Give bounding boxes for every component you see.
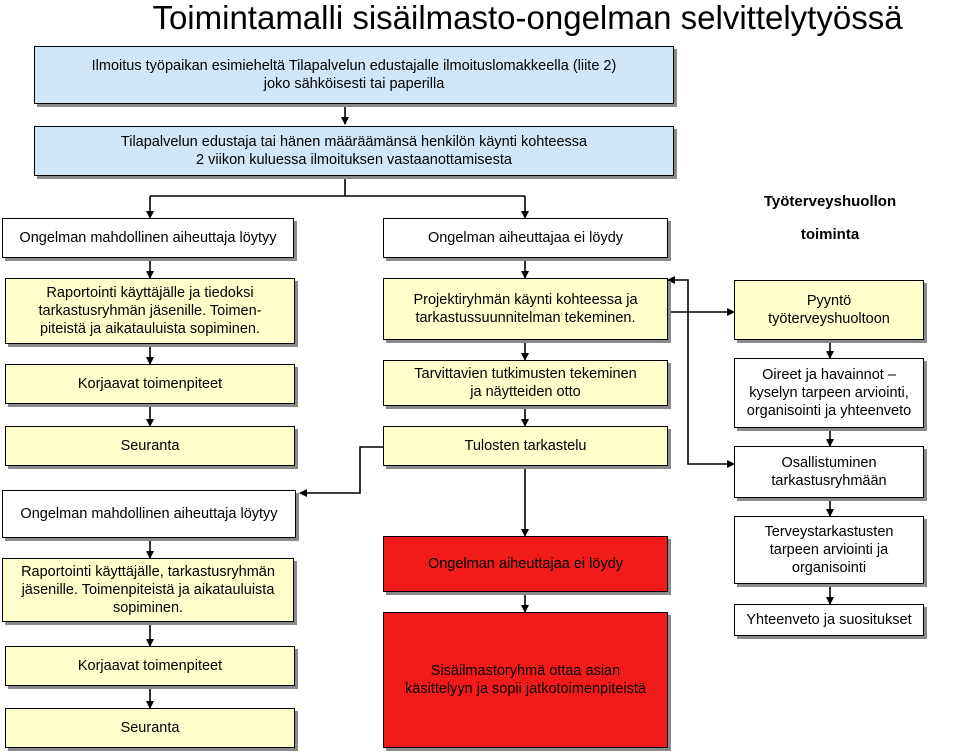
right-request-line-2: työterveyshuoltoon [768,311,890,327]
arrow-project-to-participation [688,312,734,464]
occupational-health-header-line-1: Työterveyshuollon [763,193,897,210]
right-health-line-3: organisointi [791,560,867,576]
right-request-line-1: Pyyntö [806,293,852,309]
left-report-box [5,278,295,344]
right-summary-box: Yhteenveto ja suositukset [734,604,924,636]
right-health-checks-box [734,516,924,584]
right-symptoms-line-1: Oireet ja havainnot – [762,367,896,383]
right-health-line-1: Terveystarkastusten [764,524,894,540]
mid-committee-line-2: käsittelyyn ja sopii jatkotoimenpiteistä [405,681,646,697]
mid-project-box [383,278,668,340]
mid-research-box [383,360,668,406]
mid-cause-not-found-box-2: Ongelman aiheuttajaa ei löydy [383,536,668,592]
left-followup-box-2: Seuranta [5,708,295,748]
mid-project-line-2: tarkastussuunnitelman tekeminen. [415,310,636,326]
branch-from-visit [150,176,525,196]
mid-research-line-2: ja näytteiden otto [470,384,581,400]
right-symptoms-line-2: kyselyn tarpeen arviointi, [749,385,909,401]
notice-box [34,46,674,104]
left-report-2-line-1: Raportointi käyttäjälle, tarkastusryhmän [21,564,275,580]
notice-line-2: joko sähköisesti tai paperilla [263,76,445,92]
occupational-health-header [735,192,925,245]
left-report-line-2: tarkastusryhmän jäsenille. Toimen- [38,303,262,319]
right-health-line-2: tarpeen arviointi ja [769,542,889,558]
left-cause-found-box-2: Ongelman mahdollinen aiheuttaja löytyy [2,490,296,538]
mid-committee-box [383,612,668,748]
right-participation-line-1: Osallistuminen [781,455,877,471]
mid-committee-line-1: Sisäilmastoryhmä ottaa asian [430,663,621,679]
arrow-request-to-mid-return [668,280,688,312]
right-participation-box [734,446,924,498]
left-report-2-line-2: jäsenille. Toimenpiteistä ja aikatauluista [21,582,275,598]
right-participation-line-2: tarkastusryhmään [771,473,887,489]
left-corrective-box-2: Korjaavat toimenpiteet [5,646,295,686]
mid-cause-not-found-box: Ongelman aiheuttajaa ei löydy [383,218,668,258]
mid-results-box: Tulosten tarkastelu [383,426,668,466]
left-report-line-3: piteistä ja aikatauluista sopiminen. [39,321,261,337]
arrow-mid-results-to-left-found2 [300,447,383,493]
page-title: Toimintamalli sisäilmasto-ongelman selvittelytyössä [152,0,903,36]
occupational-health-header-line-2: toiminta [800,226,860,243]
left-cause-found-box: Ongelman mahdollinen aiheuttaja löytyy [2,218,294,258]
left-followup-box: Seuranta [5,426,295,466]
left-report-line-1: Raportointi käyttäjälle ja tiedoksi [46,285,254,301]
notice-line-1: Ilmoitus työpaikan esimieheltä Tilapalvelun edustajalle ilmoituslomakkeella (liite 2) [91,58,617,74]
left-report-2-line-3: sopiminen. [112,600,184,616]
visit-line-1: Tilapalvelun edustaja tai hänen määräämänsä henkilön käynti kohteessa [120,134,588,150]
mid-research-line-1: Tarvittavien tutkimusten tekeminen [414,366,637,382]
right-request-box [734,280,924,340]
visit-box [34,126,674,176]
visit-line-2: 2 viikon kuluessa ilmoituksen vastaanottamisesta [196,152,512,168]
left-corrective-box: Korjaavat toimenpiteet [5,364,295,404]
right-symptoms-line-3: organisointi ja yhteenveto [746,403,912,419]
left-report-box-2 [2,558,294,622]
right-symptoms-box [734,358,924,428]
mid-project-line-1: Projektiryhmän käynti kohteessa ja [413,292,638,308]
